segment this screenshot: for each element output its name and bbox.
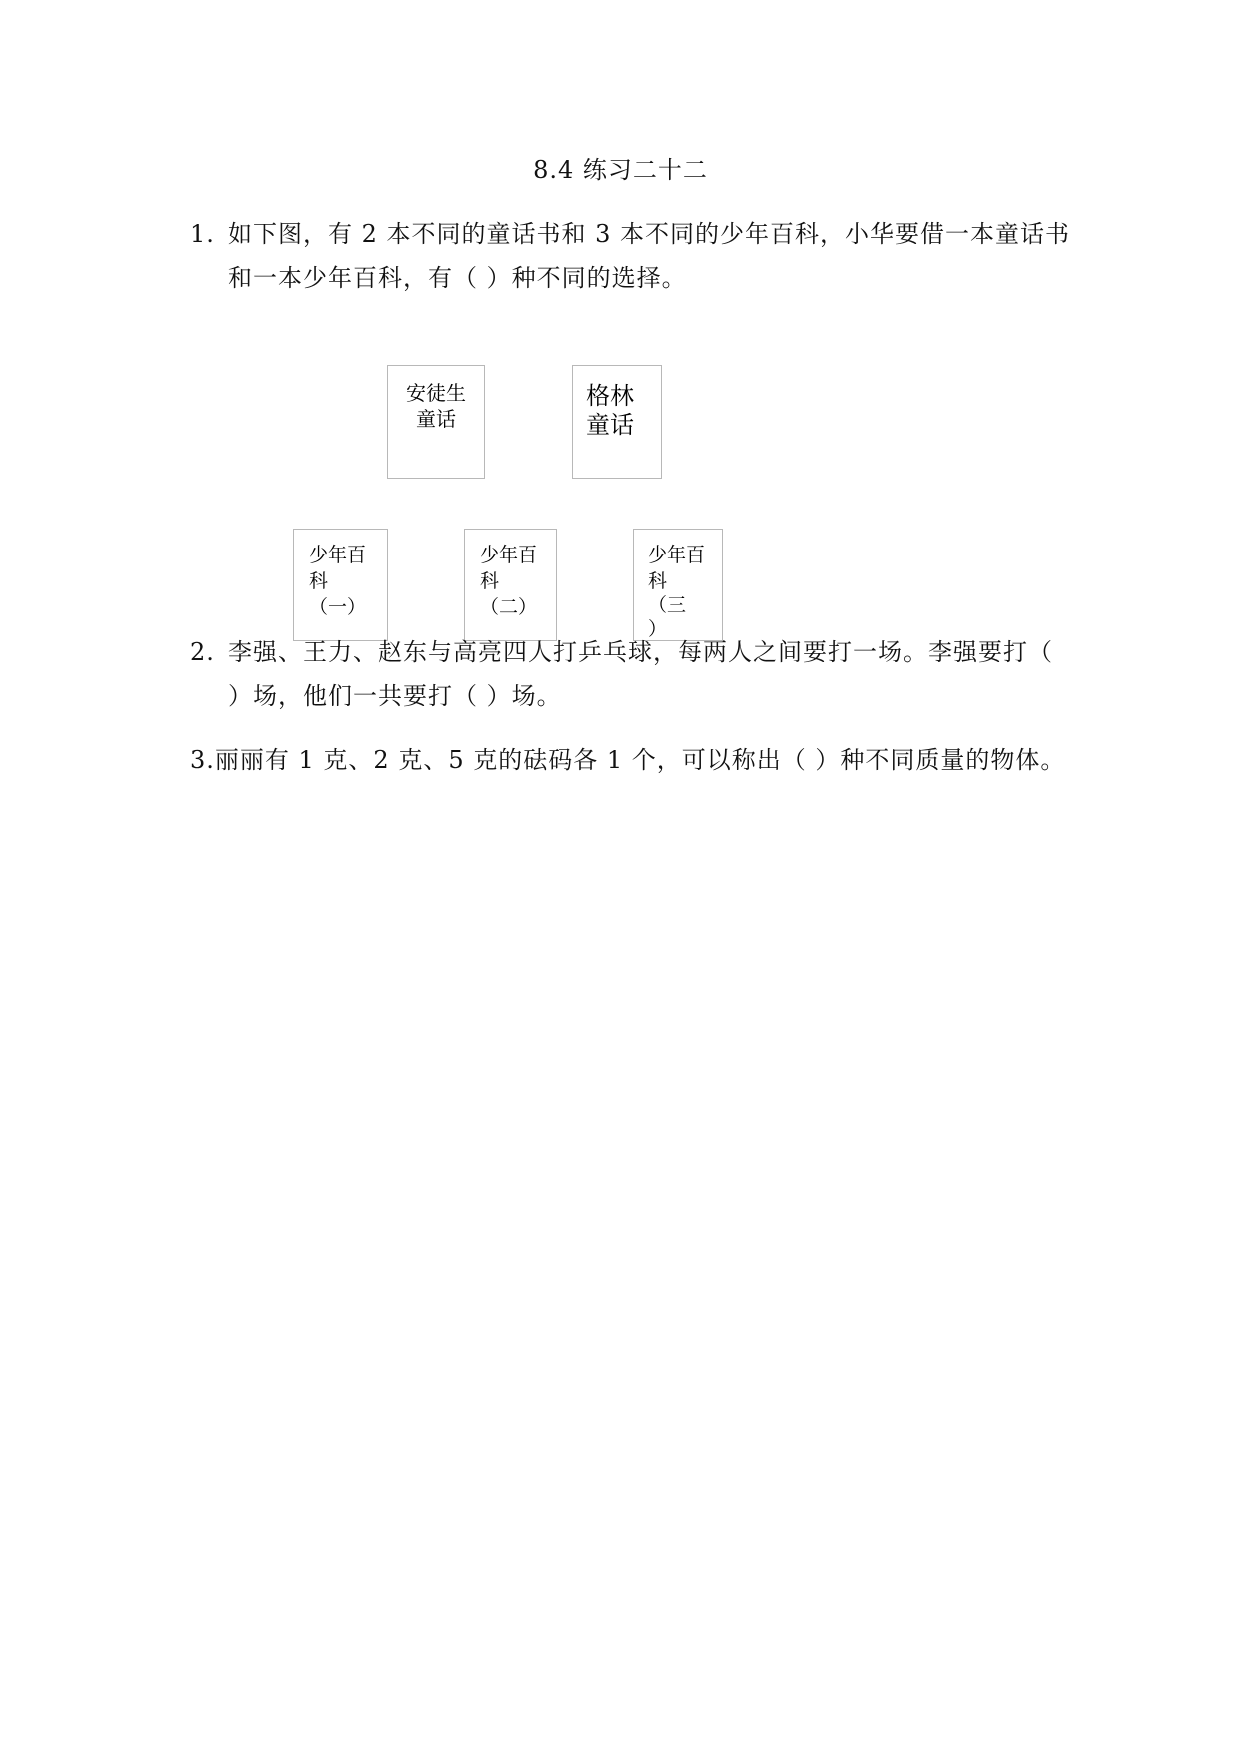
- book-encyclopedia-1: [293, 529, 388, 641]
- book-title-line: （三: [648, 594, 687, 616]
- book-title-line: 少年百: [480, 544, 538, 566]
- book-grimm-fairy-tales: [572, 365, 662, 479]
- question-text-line: 如下图，有 2 本不同的童话书和 3 本不同的少年百科，小华要借一本童话书: [228, 220, 1071, 248]
- book-title-line: 科: [648, 570, 668, 592]
- question-3: [190, 738, 1070, 784]
- question-1: [190, 212, 1070, 302]
- book-title-line: 安徒生: [406, 381, 466, 405]
- book-title-line: 格林: [586, 382, 634, 410]
- book-andersen-fairy-tales: [387, 365, 485, 479]
- page-title: 8.4 练习二十二: [533, 156, 708, 184]
- book-title-line: ）: [648, 618, 668, 640]
- question-text-line: 和一本少年百科，有（ ）种不同的选择。: [228, 264, 687, 292]
- book-title-line: （二）: [480, 596, 538, 618]
- question-number: 1.: [190, 220, 215, 248]
- book-title-line: 童话: [416, 407, 456, 431]
- book-encyclopedia-2: [464, 529, 557, 641]
- question-2: [190, 630, 1070, 720]
- book-title-line: 少年百: [648, 544, 706, 566]
- book-title-line: （一）: [309, 596, 367, 618]
- question-number: 2.: [190, 638, 215, 666]
- question-text-line: ）场，他们一共要打（ ）场。: [228, 682, 562, 710]
- book-title-line: 少年百: [309, 544, 367, 566]
- question-text-line: 李强、王力、赵东与高亮四人打乒乓球，每两人之间要打一场。李强要打（: [228, 638, 1053, 666]
- book-encyclopedia-3: [633, 529, 723, 641]
- book-title-line: 童话: [586, 411, 634, 439]
- question-text-line: 3.丽丽有 1 克、2 克、5 克的砝码各 1 个，可以称出（ ）种不同质量的物体。: [190, 746, 1066, 774]
- book-title-line: 科: [480, 570, 500, 592]
- book-title-line: 科: [309, 570, 329, 592]
